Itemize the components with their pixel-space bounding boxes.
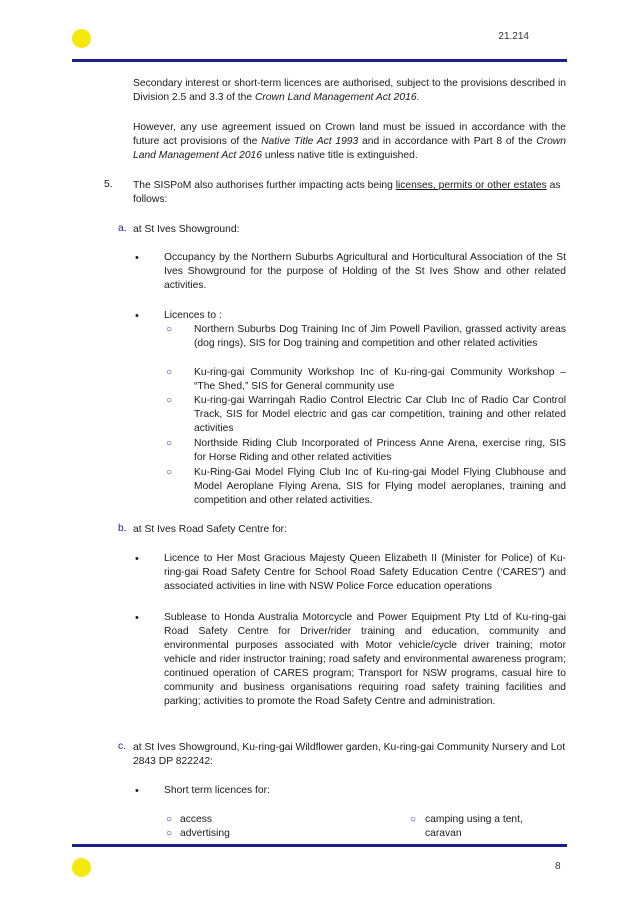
circle-bullet-icon: ○ xyxy=(166,324,173,335)
yellow-dot-icon xyxy=(72,858,91,877)
section-b-bullet-2: Sublease to Honda Australia Motorcycle and Power Equipment Pty Ltd of Ku-ring-gai Road Safety Centre for Driver/rider training and education, community and environmental purposes associated with Motor vehicle/cycle driver training; motor vehicle and rider instructor training; road safety and environmental awareness program; continued operation of CARES program; Transport for NSW programs, casual hire to community and business organisations requiring road safety training facilities and parking; activities to promote the Road Safety Centre and administration. xyxy=(164,612,566,707)
section-b-heading: at St Ives Road Safety Centre for: xyxy=(133,524,287,535)
short-term-item: caravan xyxy=(425,828,462,839)
document-reference: 21.214 xyxy=(498,31,529,42)
circle-bullet-icon: ○ xyxy=(166,367,173,378)
bullet-icon: • xyxy=(135,612,139,624)
licence-item: Ku-ring-gai Warringah Radio Control Electric Car Club Inc of Radio Car Control Track, SIS for Model electric and gas car competition, training and other related activities xyxy=(194,395,566,434)
short-term-item: access xyxy=(180,814,213,825)
circle-bullet-icon: ○ xyxy=(166,467,173,478)
section-a-heading: at St Ives Showground: xyxy=(133,224,240,235)
header-rule xyxy=(72,59,567,62)
footer-rule xyxy=(72,844,567,847)
licence-item: Northside Riding Club Incorporated of Princess Anne Arena, exercise ring, SIS for Horse Riding and other related activities xyxy=(194,438,566,463)
section-a-letter: a. xyxy=(118,223,127,234)
bullet-icon: • xyxy=(135,252,139,264)
section-a-bullet-2: Licences to : xyxy=(164,310,222,321)
page-number: 8 xyxy=(555,861,561,872)
bullet-icon: • xyxy=(135,553,139,565)
section-a-bullet-1: Occupancy by the Northern Suburbs Agricultural and Horticultural Association of the St Ives Showground for the purpose of Holding of the St Ives Show and other related activities. xyxy=(164,252,566,291)
bullet-icon: • xyxy=(135,310,139,322)
short-term-item: advertising xyxy=(180,828,230,839)
intro-paragraph-2: However, any use agreement issued on Crown land must be issued in accordance with the future act provisions of the Native Title Act 1993 and in accordance with Part 8 of the Crown Land Management Act 2016 unless native title is extinguished. xyxy=(133,122,566,161)
section-c-heading: at St Ives Showground, Ku-ring-gai Wildflower garden, Ku-ring-gai Community Nursery and Lot 2843 DP 822242: xyxy=(133,742,566,767)
circle-bullet-icon: ○ xyxy=(166,438,173,449)
short-term-item: camping using a tent, xyxy=(425,814,523,825)
section-b-bullet-1: Licence to Her Most Gracious Majesty Queen Elizabeth II (Minister for Police) of Ku-ring-gai Road Safety Centre for School Road Safety Education Centre (‘CARES”) and associated activities in line with NSW Police Force education operations xyxy=(164,553,566,592)
circle-bullet-icon: ○ xyxy=(166,828,173,839)
section-c-bullet-1: Short term licences for: xyxy=(164,785,270,796)
intro-paragraph-1: Secondary interest or short-term licences are authorised, subject to the provisions described in Division 2.5 and 3.3 of the Crown Land Management Act 2016. xyxy=(133,78,566,103)
item-number: 5. xyxy=(104,179,113,190)
circle-bullet-icon: ○ xyxy=(410,814,417,825)
circle-bullet-icon: ○ xyxy=(166,395,173,406)
yellow-dot-icon xyxy=(72,29,91,48)
item-5-text: The SISPoM also authorises further impacting acts being licenses, permits or other estates as follows: xyxy=(133,180,561,205)
licence-item: Ku-ring-gai Community Workshop Inc of Ku-ring-gai Community Workshop – “The Shed,” SIS for General community use xyxy=(194,367,566,392)
section-b-letter: b. xyxy=(118,523,127,534)
circle-bullet-icon: ○ xyxy=(166,814,173,825)
section-c-letter: c. xyxy=(118,741,127,752)
licence-item: Ku-Ring-Gai Model Flying Club Inc of Ku-ring-gai Model Flying Clubhouse and Model Aeroplane Flying Arena, SIS for Flying model aeroplanes, training and competition and other related activities. xyxy=(194,467,566,506)
bullet-icon: • xyxy=(135,785,139,797)
licence-item: Northern Suburbs Dog Training Inc of Jim Powell Pavilion, grassed activity areas (dog rings), SIS for Dog training and competition and other related activities xyxy=(194,324,566,349)
